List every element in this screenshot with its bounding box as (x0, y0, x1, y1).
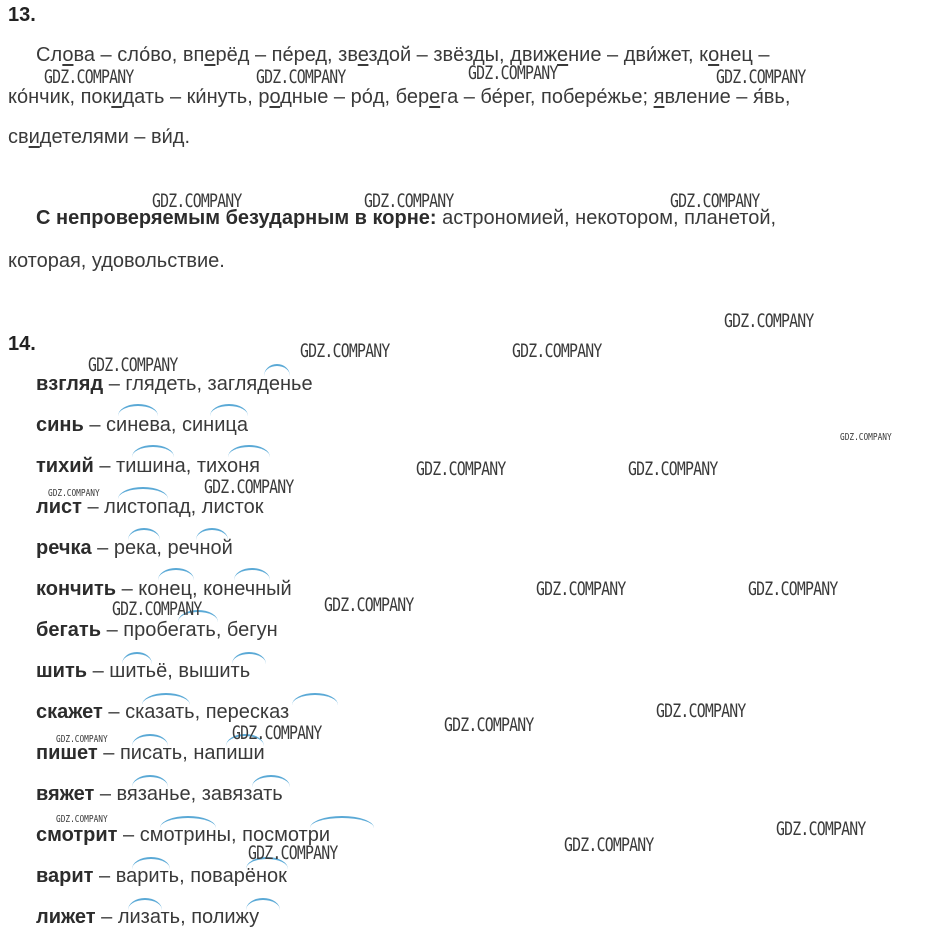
watermark: GDZ.COMPANY (204, 476, 294, 498)
related-words: – варить, поварёнок (93, 865, 287, 887)
word-family-row (36, 373, 313, 396)
word-family-row (36, 455, 260, 478)
related-words: – синева, синица (83, 414, 248, 436)
root-arc (228, 445, 270, 457)
watermark: GDZ.COMPANY (416, 458, 506, 480)
watermark: GDZ.COMPANY (564, 834, 654, 856)
watermark: GDZ.COMPANY (48, 488, 100, 499)
head-word: синь (36, 414, 84, 436)
watermark: GDZ.COMPANY (324, 594, 414, 616)
watermark: GDZ.COMPANY (232, 722, 322, 744)
watermark: GDZ.COMPANY (670, 190, 760, 212)
related-words: – пробегать, бегун (101, 619, 278, 641)
head-word: смотрит (36, 824, 118, 846)
word-family-row (36, 619, 278, 642)
exercise-13-p2-line-2: которая, удовольствие. (8, 250, 225, 272)
exercise-13-line-2 (8, 86, 790, 109)
watermark: GDZ.COMPANY (512, 340, 602, 362)
text-segment: дные – ро́д, бер (280, 86, 430, 108)
watermark: GDZ.COMPANY (468, 62, 558, 84)
head-word: скажет (36, 701, 103, 723)
watermark: GDZ.COMPANY (628, 458, 718, 480)
underlined-vowel: е (557, 44, 569, 66)
word-family-row (36, 537, 233, 560)
exercise-14-number: 14. (8, 333, 36, 355)
related-words: – конец, конечный (116, 578, 292, 600)
root-arc (142, 693, 190, 705)
root-arc (234, 568, 270, 580)
head-word: кончить (36, 578, 117, 600)
root-arc (264, 364, 290, 376)
text-segment: ва – сло́во, вп (73, 44, 205, 66)
text-segment: Сл (36, 44, 63, 66)
word-family-row (36, 414, 248, 437)
root-arc (128, 898, 162, 910)
root-arc (118, 404, 158, 416)
watermark: GDZ.COMPANY (724, 310, 814, 332)
exercise-13-number: 13. (8, 4, 36, 26)
root-arc (128, 528, 160, 540)
watermark: GDZ.COMPANY (56, 734, 108, 745)
underlined-vowel: и (28, 126, 40, 148)
watermark: GDZ.COMPANY (256, 66, 346, 88)
exercise-13-line-1 (36, 44, 770, 67)
root-arc (246, 898, 280, 910)
watermark: GDZ.COMPANY (748, 578, 838, 600)
root-arc (210, 404, 248, 416)
underlined-vowel: о (62, 44, 74, 66)
text-segment: нец – (719, 44, 770, 66)
watermark: GDZ.COMPANY (776, 818, 866, 840)
root-arc (292, 693, 338, 705)
head-word: взгляд (36, 373, 104, 395)
underlined-vowel: о (269, 86, 281, 108)
related-words: – писать, напиши (97, 742, 265, 764)
root-arc (160, 816, 216, 828)
watermark: GDZ.COMPANY (248, 842, 338, 864)
related-words: – смотрины, посмотри (117, 824, 330, 846)
underlined-vowel: я (653, 86, 665, 108)
head-word: шить (36, 660, 88, 682)
watermark: GDZ.COMPANY (152, 190, 242, 212)
watermark: GDZ.COMPANY (840, 432, 892, 443)
root-arc (132, 775, 168, 787)
underlined-vowel: е (429, 86, 441, 108)
root-arc (132, 857, 170, 869)
text-segment: детелями – ви́д. (39, 126, 191, 148)
underlined-vowel: о (708, 44, 720, 66)
category-heading: С непроверяемым безударным в корне: (36, 207, 437, 229)
head-word: речка (36, 537, 92, 559)
underlined-vowel: е (204, 44, 216, 66)
related-words: – шитьё, вышить (87, 660, 251, 682)
watermark: GDZ.COMPANY (656, 700, 746, 722)
text-segment: вление – я́вь, (664, 86, 791, 108)
watermark: GDZ.COMPANY (364, 190, 454, 212)
word-family-row (36, 496, 263, 519)
watermark: GDZ.COMPANY (88, 354, 178, 376)
underlined-vowel: е (357, 44, 369, 66)
watermark: GDZ.COMPANY (536, 578, 626, 600)
related-words: – тишина, тихоня (93, 455, 260, 477)
root-arc (118, 487, 168, 499)
text-segment: здой – звёзды, движ (368, 44, 558, 66)
related-words: – лизать, полижу (95, 906, 260, 928)
root-arc (132, 734, 168, 746)
head-word: тихий (36, 455, 94, 477)
text-segment: ко́нчик, пок (8, 86, 112, 108)
text-segment: га – бе́рег, побере́жье; (440, 86, 654, 108)
underlined-vowel: и (111, 86, 123, 108)
head-word: лижет (36, 906, 96, 928)
text-segment: св (8, 126, 29, 148)
head-word: пишет (36, 742, 98, 764)
root-arc (196, 528, 228, 540)
related-words: – вязанье, завязать (94, 783, 283, 805)
watermark: GDZ.COMPANY (300, 340, 390, 362)
text-segment: дать – ки́нуть, р (122, 86, 270, 108)
related-words: – сказать, пересказ (102, 701, 290, 723)
root-arc (122, 652, 152, 664)
root-arc (158, 568, 194, 580)
root-arc (252, 775, 290, 787)
root-arc (232, 652, 266, 664)
head-word: варит (36, 865, 94, 887)
related-words: – река, речной (91, 537, 233, 559)
watermark: GDZ.COMPANY (56, 814, 108, 825)
head-word: вяжет (36, 783, 95, 805)
head-word: бегать (36, 619, 102, 641)
head-word: лист (36, 496, 82, 518)
watermark: GDZ.COMPANY (44, 66, 134, 88)
root-arc (132, 445, 174, 457)
related-words: – глядеть, загляденье (103, 373, 313, 395)
watermark: GDZ.COMPANY (444, 714, 534, 736)
root-arc (310, 816, 374, 828)
text-segment: ние – дви́жет, к (568, 44, 709, 66)
category-words-1: астрономией, некотором, планетой, (436, 207, 777, 229)
related-words: – листопад, листок (81, 496, 264, 518)
watermark: GDZ.COMPANY (716, 66, 806, 88)
exercise-13-line-3 (8, 126, 190, 149)
watermark: GDZ.COMPANY (112, 598, 202, 620)
text-segment: рёд – пе́ред, зв (215, 44, 358, 66)
